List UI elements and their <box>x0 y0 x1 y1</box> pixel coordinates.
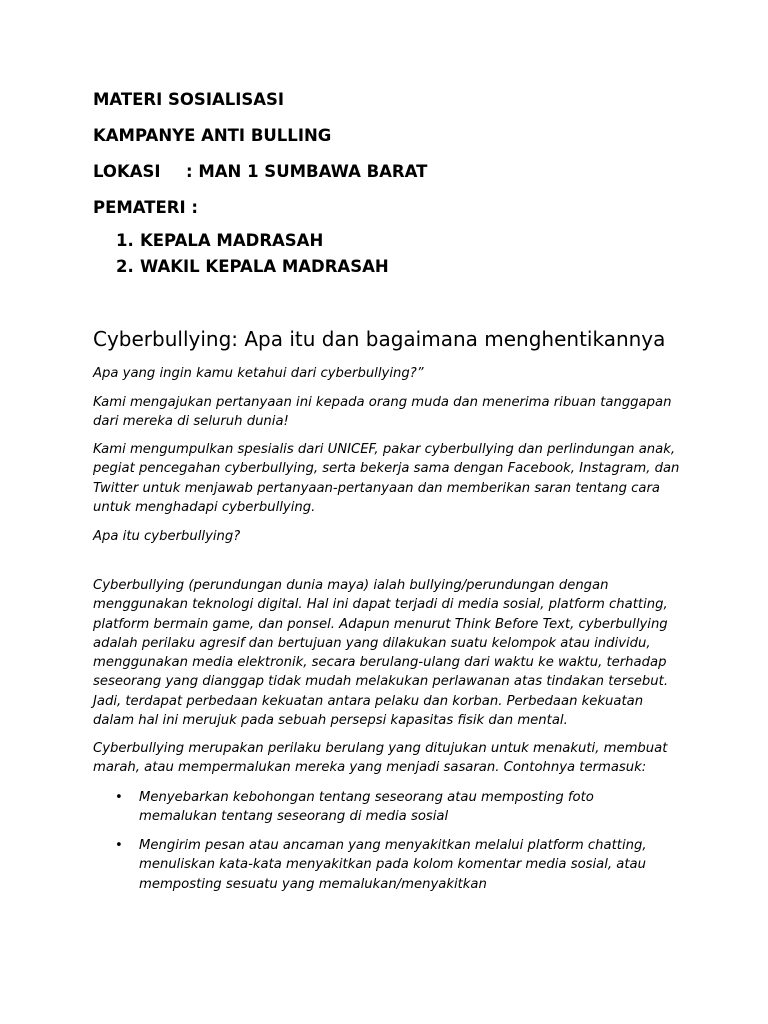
paragraph-intro-question: Apa yang ingin kamu ketahui dari cyberbullying?” <box>93 366 424 381</box>
lokasi-value: : MAN 1 SUMBAWA BARAT <box>186 162 428 181</box>
speaker-list <box>116 228 389 280</box>
speaker-name: WAKIL KEPALA MADRASAH <box>140 257 389 276</box>
bullet-text: Menyebarkan kebohongan tentang seseorang atau memposting foto memalukan tentang seseorang di media sosial <box>139 790 594 825</box>
speaker-name: KEPALA MADRASAH <box>140 231 324 250</box>
paragraph-examples-intro: Cyberbullying merupakan perilaku berulang yang ditujukan untuk menakuti, membuat marah, atau mempermalukan mereka yang menjadi sasaran. Contohnya termasuk: <box>93 741 668 776</box>
paragraph-question: Apa itu cyberbullying? <box>93 529 241 544</box>
article-title: Cyberbullying: Apa itu dan bagaimana menghentikannya <box>93 327 666 351</box>
paragraph-definition: Cyberbullying (perundungan dunia maya) ialah bullying/perundungan dengan menggunakan teknologi digital. Hal ini dapat terjadi di media sosial, platform chatting, platform bermain game, dan ponsel. Adapun menurut Think Before Text, cyberbullying adalah perilaku agresif dan bertujuan yang dilakukan suatu kelompok atau individu, menggunakan media elektronik, secara berulang-ulang dari waktu ke waktu, terhadap seseorang yang dianggap tidak mudah melakukan perlawanan atas tindakan tersebut. Jadi, terdapat perbedaan kekuatan antara pelaku dan korban. Perbedaan kekuatan dalam hal ini merujuk pada sebuah persepsi kapasitas fisik dan mental. <box>93 578 669 729</box>
lokasi-label: LOKASI <box>93 162 161 181</box>
paragraph-responses: Kami mengajukan pertanyaan ini kepada orang muda dan menerima ribuan tanggapan dari mereka di seluruh dunia! <box>93 395 672 430</box>
bullet-text: Mengirim pesan atau ancaman yang menyakitkan melalui platform chatting, menuliskan kata-kata menyakitkan pada kolom komentar media sosial, atau memposting sesuatu yang memalukan/menyakitkan <box>139 838 647 892</box>
header-pemateri: PEMATERI : <box>93 198 198 217</box>
speaker-number: 2. <box>116 257 134 276</box>
header-materi: MATERI SOSIALISASI <box>93 90 285 109</box>
bullet-icon: • <box>115 790 123 805</box>
header-lokasi <box>93 162 427 182</box>
speaker-item <box>116 254 389 280</box>
speaker-number: 1. <box>116 231 134 250</box>
bullet-icon: • <box>115 838 123 853</box>
speaker-item <box>116 228 389 254</box>
paragraph-specialists: Kami mengumpulkan spesialis dari UNICEF, pakar cyberbullying dan perlindungan anak, pegiat pencegahan cyberbullying, serta bekerja sama dengan Facebook, Instagram, dan Twitter untuk menjawab pertanyaan-pertanyaan dan memberikan saran tentang cara untuk menghadapi cyberbullying. <box>93 442 680 515</box>
header-kampanye: KAMPANYE ANTI BULLING <box>93 126 332 145</box>
